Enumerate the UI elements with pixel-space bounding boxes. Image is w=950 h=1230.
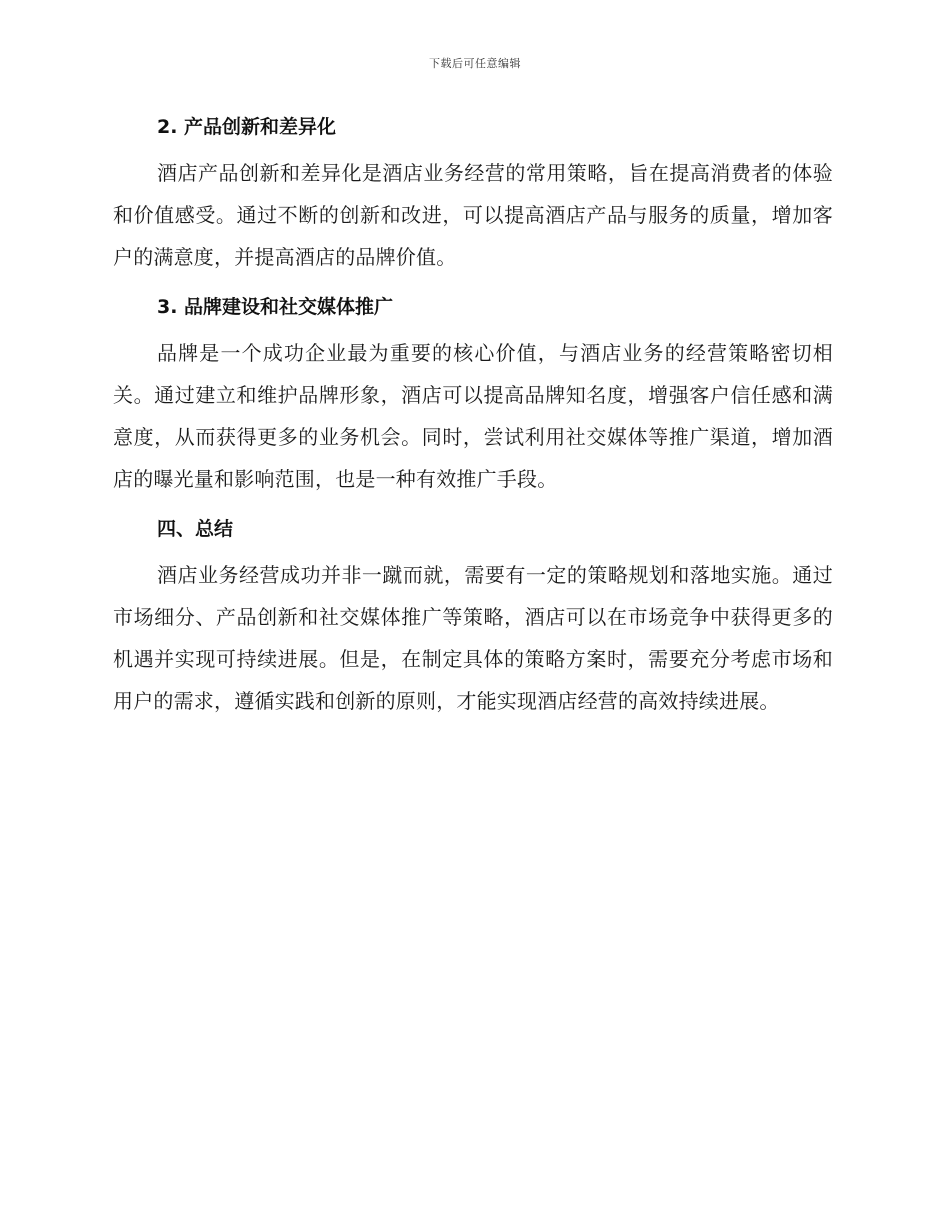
section-heading: 3. 品牌建设和社交媒体推广 xyxy=(157,296,394,318)
section-summary xyxy=(113,510,833,722)
section-product-innovation xyxy=(113,108,833,278)
section-brand-building xyxy=(113,288,833,500)
document-body xyxy=(113,108,833,732)
page-header-note: 下载后可任意编辑 xyxy=(429,57,521,70)
section-paragraph: 酒店产品创新和差异化是酒店业务经营的常用策略，旨在提高消费者的体验和价值感受。通过不断的创新和改进，可以提高酒店产品与服务的质量，增加客户的满意度，并提高酒店的品牌价值。 xyxy=(113,161,833,269)
section-heading: 2. 产品创新和差异化 xyxy=(157,116,337,138)
section-paragraph: 酒店业务经营成功并非一蹴而就，需要有一定的策略规划和落地实施。通过市场细分、产品创新和社交媒体推广等策略，酒店可以在市场竞争中获得更多的机遇并实现可持续进展。但是，在制定具体的策略方案时，需要充分考虑市场和用户的需求，遵循实践和创新的原则，才能实现酒店经营的高效持续进展。 xyxy=(113,563,833,713)
section-paragraph: 品牌是一个成功企业最为重要的核心价值，与酒店业务的经营策略密切相关。通过建立和维护品牌形象，酒店可以提高品牌知名度，增强客户信任感和满意度，从而获得更多的业务机会。同时，尝试利用社交媒体等推广渠道，增加酒店的曝光量和影响范围，也是一种有效推广手段。 xyxy=(113,341,833,491)
section-heading: 四、总结 xyxy=(157,518,234,540)
